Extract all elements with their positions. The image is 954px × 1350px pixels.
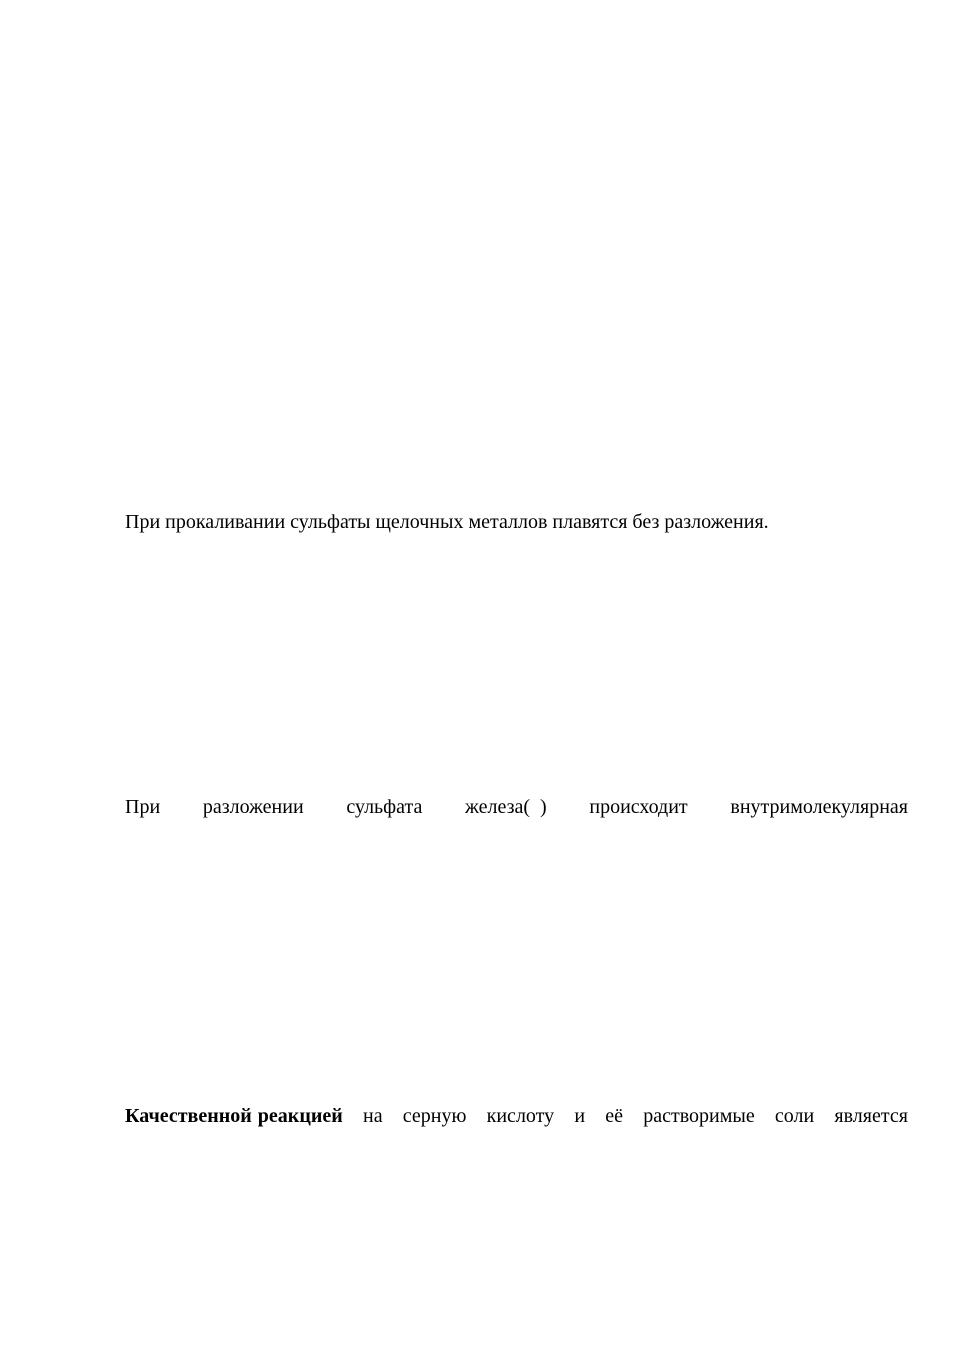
paragraph-qualitative-reaction [125,1104,908,1128]
bold-word: реакцией [257,1105,343,1127]
word: внутримолекулярная [730,796,908,818]
word: При [125,796,161,818]
word: растворимые [643,1105,755,1127]
word: сульфата [346,796,423,818]
bold-word: Качественной [125,1105,252,1127]
word: происходит [589,796,688,818]
word: является [834,1105,908,1127]
word: на [362,1105,383,1127]
word: соли [774,1105,815,1127]
word: и [574,1105,586,1127]
bold-term [125,1104,343,1128]
word: разложении [202,796,304,818]
word: железа( ) [465,796,547,818]
word: её [605,1105,624,1127]
paragraph-iron-sulfate-decomposition [125,795,908,819]
word: кислоту [486,1105,555,1127]
paragraph-sulfate-calcination: При прокаливании сульфаты щелочных металлов плавятся без разложения. [125,511,769,533]
word: серную [402,1105,467,1127]
